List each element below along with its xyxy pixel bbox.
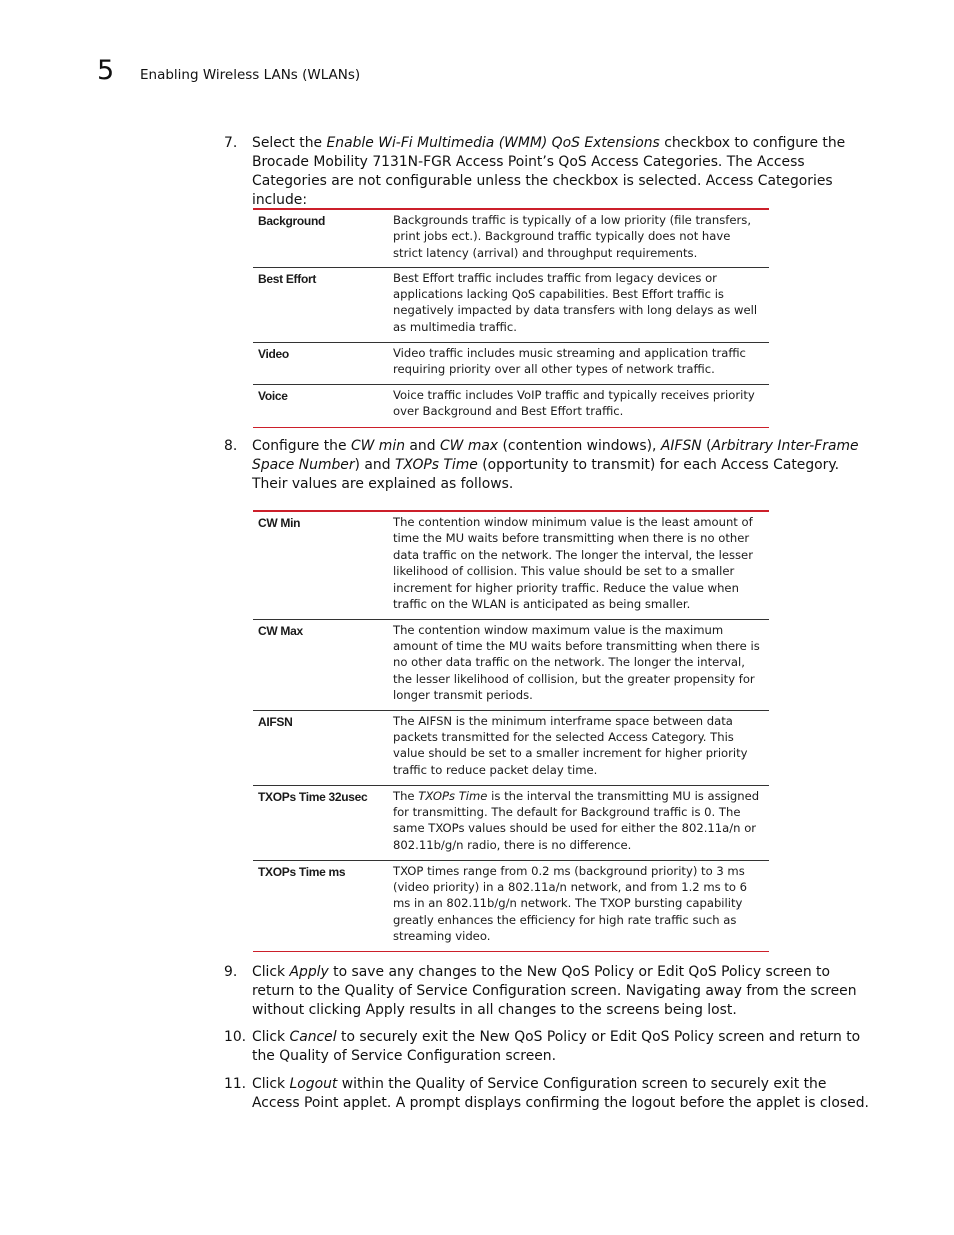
- step-number: 8.: [224, 438, 238, 454]
- term-cell: Background: [253, 209, 388, 267]
- step-number: 11.: [224, 1076, 247, 1092]
- table-row: [253, 267, 769, 342]
- step-text: Click Logout within the Quality of Service Configuration screen to securely exit the Access Point applet. A prompt displays confirming the logout before the applet is closed.: [252, 1076, 869, 1111]
- definition-cell: Backgrounds traffic is typically of a low priority (file transfers, print jobs ect.). Background traffic typically does not have strict latency (arrival) and throughput requirements.: [388, 209, 769, 267]
- definition-cell: The contention window minimum value is the least amount of time the MU waits before transmitting when there is no other data traffic on the network. The longer the interval, the lesser likelihood of collision. This value should be set to a smaller increment for higher priority traffic. Reduce the value when traffic on the WLAN is anticipated as being smaller.: [388, 511, 769, 619]
- definition-cell: Best Effort traffic includes traffic from legacy devices or applications lacking QoS capabilities. Best Effort traffic is negatively impacted by data transfers with long delays as well as multimedia traffic.: [388, 267, 769, 342]
- definition-cell: Video traffic includes music streaming and application traffic requiring priority over all other types of network traffic.: [388, 342, 769, 384]
- term-cell: TXOPs Time ms: [253, 860, 388, 951]
- step-10: [224, 1028, 872, 1066]
- term-cell: Voice: [253, 384, 388, 427]
- step-text: Click Cancel to securely exit the New QoS Policy or Edit QoS Policy screen and return to the Quality of Service Configuration screen.: [252, 1029, 861, 1064]
- step-11: [224, 1075, 872, 1113]
- table-row: [253, 384, 769, 427]
- table-row: [253, 710, 769, 785]
- definition-cell: Voice traffic includes VoIP traffic and typically receives priority over Background and Best Effort traffic.: [388, 384, 769, 427]
- step-9: [224, 963, 872, 1020]
- term-cell: Best Effort: [253, 267, 388, 342]
- step-number: 10.: [224, 1029, 247, 1045]
- step-number: 7.: [224, 135, 238, 151]
- step-text: Select the Enable Wi-Fi Multimedia (WMM) QoS Extensions checkbox to configure the Brocade Mobility 7131N-FGR Access Point’s QoS Access Categories. The Access Categories are not configurable unless the checkbox is selected. Access Categories include:: [252, 135, 846, 208]
- term-cell: TXOPs Time 32usec: [253, 785, 388, 860]
- table-row: [253, 342, 769, 384]
- definition-cell: The TXOPs Time is the interval the transmitting MU is assigned for transmitting. The default for Background traffic is 0. The same TXOPs values should be used for either the 802.11a/n or 802.11b/g/n radio, there is no difference.: [388, 785, 769, 860]
- chapter-number: 5: [97, 55, 115, 86]
- parameters-table: [253, 510, 769, 952]
- term-cell: Video: [253, 342, 388, 384]
- term-cell: CW Max: [253, 619, 388, 710]
- step-text: Click Apply to save any changes to the New QoS Policy or Edit QoS Policy screen to return to the Quality of Service Configuration screen. Navigating away from the screen without clicking Apply results in all changes to the screens being lost.: [252, 964, 857, 1018]
- definition-cell: TXOP times range from 0.2 ms (background priority) to 3 ms (video priority) in a 802.11a/n network, and from 1.2 ms to 6 ms in an 802.11b/g/n network. The TXOP bursting capability greatly enhances the efficiency for high rate traffic such as streaming video.: [388, 860, 769, 951]
- term-cell: AIFSN: [253, 710, 388, 785]
- access-categories-table: [253, 208, 769, 428]
- chapter-title: Enabling Wireless LANs (WLANs): [140, 67, 361, 83]
- table-row: [253, 511, 769, 619]
- step-text: Configure the CW min and CW max (contention windows), AIFSN (Arbitrary Inter-Frame Space Number) and TXOPs Time (opportunity to transmit) for each Access Category. Their values are explained as follows.: [252, 438, 859, 492]
- table-row: [253, 785, 769, 860]
- step-8: [224, 437, 872, 494]
- term-cell: CW Min: [253, 511, 388, 619]
- table-row: [253, 209, 769, 267]
- definition-cell: The contention window maximum value is the maximum amount of time the MU waits before transmitting when there is no other data traffic on the network. The longer the interval, the lesser likelihood of collision, but the greater propensity for longer transmit periods.: [388, 619, 769, 710]
- step-7: [224, 134, 872, 210]
- step-number: 9.: [224, 964, 238, 980]
- table-row: [253, 619, 769, 710]
- table-row: [253, 860, 769, 951]
- definition-cell: The AIFSN is the minimum interframe space between data packets transmitted for the selected Access Category. This value should be set to a smaller increment for higher priority traffic to reduce packet delay time.: [388, 710, 769, 785]
- ui-reference: Enable Wi-Fi Multimedia (WMM) QoS Extensions: [326, 135, 660, 151]
